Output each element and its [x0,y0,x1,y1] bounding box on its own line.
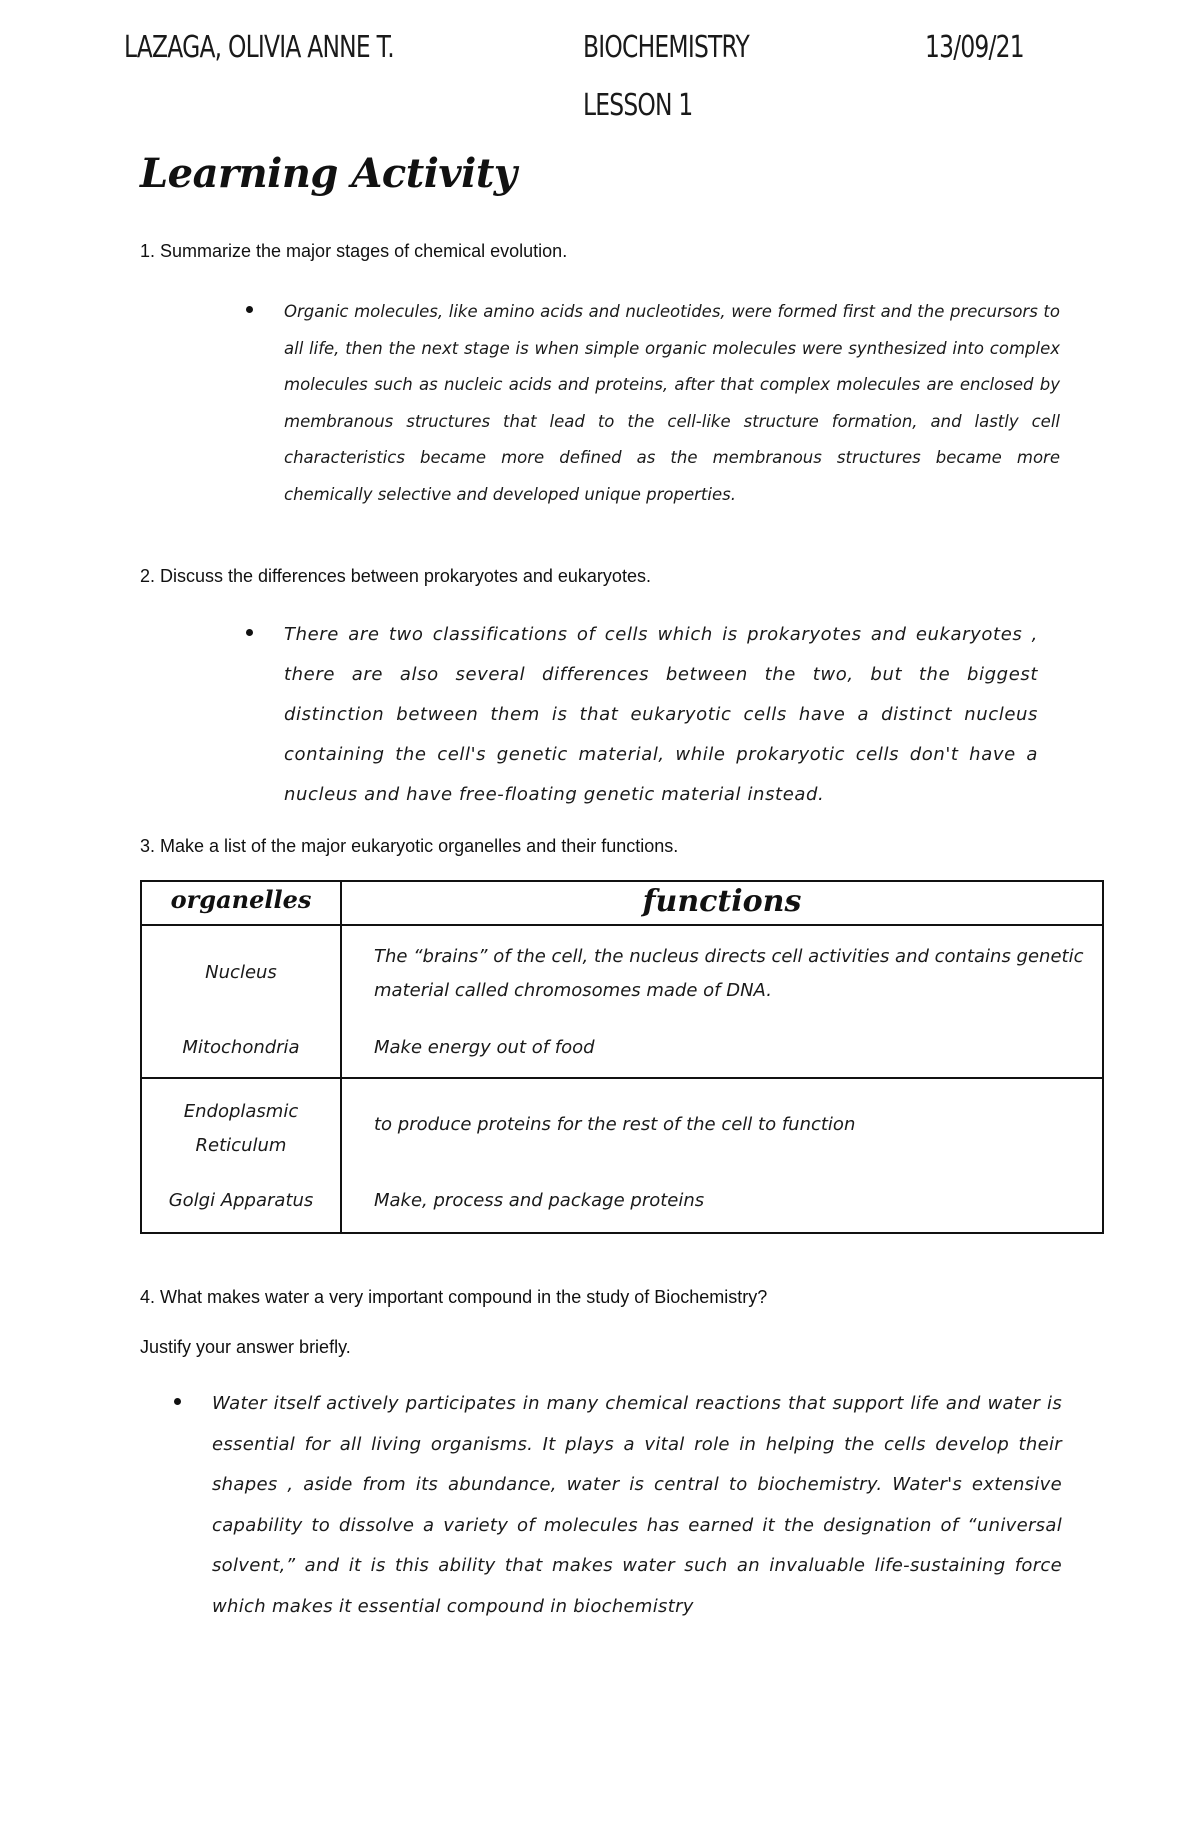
table-cell-function: The “brains” of the cell, the nucleus directs cell activities and contains genetic material called chromosomes made of DNA. [374,946,1084,1001]
question-1: 1. Summarize the major stages of chemical evolution. [140,241,568,261]
table-cell-organelle: Golgi Apparatus [168,1190,314,1211]
table-divider [142,1077,1102,1079]
answer-4: Water itself actively participates in many chemical reactions that support life and water is essential for all living organisms. It plays a vital role in helping the cells develop their shapes , aside from its abundance, water is central to biochemistry. Water's extensive capability to dissolve a variety of molecules has earned it the designation of “universal solvent,” and it is this ability that makes water such an invaluable life-sustaining force which makes it essential compound in biochemistry [212,1393,1062,1617]
lesson-label: LESSON 1 [583,88,693,123]
table-cell-function: Make, process and package proteins [374,1190,705,1211]
bullet-icon [246,629,253,636]
subject-label: BIOCHEMISTRY [583,30,750,65]
student-name: LAZAGA, OLIVIA ANNE T. [124,30,394,65]
page-title: Learning Activity [140,150,517,197]
table-divider [142,924,1102,926]
bullet-icon [246,306,253,313]
table-cell-organelle: Mitochondria [182,1037,300,1058]
table-cell-organelle: Nucleus [205,962,277,983]
table-cell-organelle: Endoplasmic Reticulum [183,1101,299,1156]
table-cell-function: Make energy out of food [374,1037,595,1058]
organelles-table [140,880,1104,1234]
date-label: 13/09/21 [925,30,1024,65]
table-header-organelles: organelles [170,885,312,914]
question-3: 3. Make a list of the major eukaryotic organelles and their functions. [140,836,679,856]
question-4-subtext: Justify your answer briefly. [140,1337,351,1357]
question-4: 4. What makes water a very important compound in the study of Biochemistry? [140,1287,768,1307]
table-header-functions: functions [642,884,802,919]
answer-1: Organic molecules, like amino acids and nucleotides, were formed first and the precursors to all life, then the next stage is when simple organic molecules were synthesized into complex molecules such as nucleic acids and proteins, after that complex molecules are enclosed by membranous structures that lead to the cell-like structure formation, and lastly cell characteristics became more defined as the membranous structures became more chemically selective and developed unique properties. [284,302,1060,504]
table-divider [340,882,342,1232]
table-cell-function: to produce proteins for the rest of the cell to function [374,1114,856,1135]
bullet-icon [174,1398,181,1405]
answer-2: There are two classifications of cells which is prokaryotes and eukaryotes , there are also several differences between the two, but the biggest distinction between them is that eukaryotic cells have a distinct nucleus containing the cell's genetic material, while prokaryotic cells don't have a nucleus and have free-floating genetic material instead. [284,624,1038,805]
question-2: 2. Discuss the differences between prokaryotes and eukaryotes. [140,566,651,586]
